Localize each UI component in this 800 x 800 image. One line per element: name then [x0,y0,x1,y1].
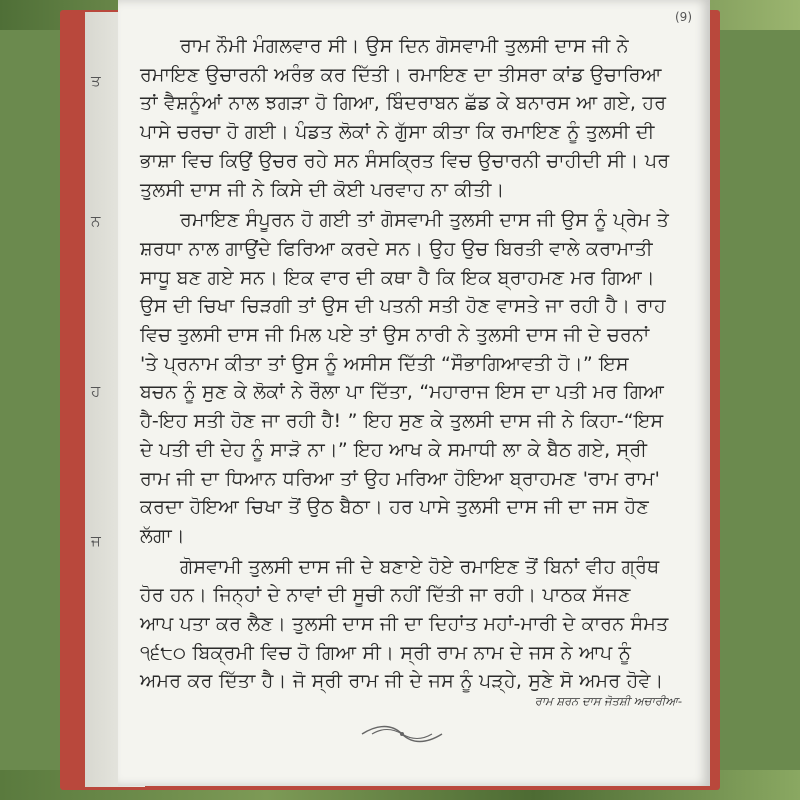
scroll-flourish-icon [358,722,446,746]
left-page-glyph: ਜ [91,532,101,550]
left-page-glyph: ਨ [91,212,101,230]
page-number: (9) [675,10,692,24]
author-signature: ਰਾਮ ਸ਼ਰਨ ਦਾਸ ਜੋਤਸ਼ੀ ਅਚਾਰੀਆ- [534,694,682,708]
left-page-glyph: ਹ [91,382,101,400]
page-body [140,32,670,698]
paragraph-3: ਗੋਸਵਾਮੀ ਤੁਲਸੀ ਦਾਸ ਜੀ ਦੇ ਬਣਾਏ ਹੋਏ ਰਮਾਇਣ ਤੋਂ ਬਿਨਾਂ ਵੀਹ ਗ੍ਰੰਥ ਹੋਰ ਹਨ। ਜਿਨ੍ਹਾਂ ਦੇ ਨਾਵਾਂ ਦੀ ਸੂਚੀ ਨਹੀਂ ਦਿੱਤੀ ਜਾ ਰਹੀ। ਪਾਠਕ ਸੱਜਣ ਆਪ ਪਤਾ ਕਰ ਲੈਣ। ਤੁਲਸੀ ਦਾਸ ਜੀ ਦਾ ਦਿਹਾਂਤ ਮਹਾਂ-ਮਾਰੀ ਦੇ ਕਾਰਨ ਸੰਮਤ ੧੬੮੦ ਬਿਕ੍ਰਮੀ ਵਿਚ ਹੋ ਗਿਆ ਸੀ। ਸ੍ਰੀ ਰਾਮ ਨਾਮ ਦੇ ਜਸ ਨੇ ਆਪ ਨੂੰ ਅਮਰ ਕਰ ਦਿੱਤਾ ਹੈ। ਜੋ ਸ੍ਰੀ ਰਾਮ ਜੀ ਦੇ ਜਸ ਨੂੰ ਪੜ੍ਹੇ, ਸੁਣੇ ਸੋ ਅਮਰ ਹੋਵੇ। [140,555,669,693]
paragraph-2: ਰਮਾਇਣ ਸੰਪੂਰਨ ਹੋ ਗਈ ਤਾਂ ਗੋਸਵਾਮੀ ਤੁਲਸੀ ਦਾਸ ਜੀ ਉਸ ਨੂੰ ਪ੍ਰੇਮ ਤੇ ਸ਼ਰਧਾ ਨਾਲ ਗਾਉਂਦੇ ਫਿਰਿਆ ਕਰਦੇ ਸਨ। ਉਹ ਉਚ ਬਿਰਤੀ ਵਾਲੇ ਕਰਾਮਾਤੀ ਸਾਧੂ ਬਣ ਗਏ ਸਨ। ਇਕ ਵਾਰ ਦੀ ਕਥਾ ਹੈ ਕਿ ਇਕ ਬ੍ਰਾਹਮਣ ਮਰ ਗਿਆ। ਉਸ ਦੀ ਚਿਖਾ ਚਿੜਗੀ ਤਾਂ ਉਸ ਦੀ ਪਤਨੀ ਸਤੀ ਹੋਣ ਵਾਸਤੇ ਜਾ ਰਹੀ ਹੈ। ਰਾਹ ਵਿਚ ਤੁਲਸੀ ਦਾਸ ਜੀ ਮਿਲ ਪਏ ਤਾਂ ਉਸ ਨਾਰੀ ਨੇ ਤੁਲਸੀ ਦਾਸ ਜੀ ਦੇ ਚਰਨਾਂ 'ਤੇ ਪ੍ਰਨਾਮ ਕੀਤਾ ਤਾਂ ਉਸ ਨੂੰ ਅਸੀਸ ਦਿੱਤੀ “ਸੌਭਾਗਿਆਵਤੀ ਹੋ।” ਇਸ ਬਚਨ ਨੂੰ ਸੁਣ ਕੇ ਲੋਕਾਂ ਨੇ ਰੌਲਾ ਪਾ ਦਿੱਤਾ, “ਮਹਾਰਾਜ ਇਸ ਦਾ ਪਤੀ ਮਰ ਗਿਆ ਹੈ-ਇਹ ਸਤੀ ਹੋਣ ਜਾ ਰਹੀ ਹੈ! ” ਇਹ ਸੁਣ ਕੇ ਤੁਲਸੀ ਦਾਸ ਜੀ ਨੇ ਕਿਹਾ-“ਇਸ ਦੇ ਪਤੀ ਦੀ ਦੇਹ ਨੂੰ ਸਾੜੋ ਨਾ।” ਇਹ ਆਖ ਕੇ ਸਮਾਧੀ ਲਾ ਕੇ ਬੈਠ ਗਏ, ਸ੍ਰੀ ਰਾਮ ਜੀ ਦਾ ਧਿਆਨ ਧਰਿਆ ਤਾਂ ਉਹ ਮਰਿਆ ਹੋਇਆ ਬ੍ਰਾਹਮਣ 'ਰਾਮ ਰਾਮ' ਕਰਦਾ ਹੋਇਆ ਚਿਖਾ ਤੋਂ ਉਠ ਬੈਠਾ। ਹਰ ਪਾਸੇ ਤੁਲਸੀ ਦਾਸ ਜੀ ਦਾ ਜਸ ਹੋਣ ਲੱਗਾ। [140,209,669,547]
paragraph-1: ਰਾਮ ਨੌਮੀ ਮੰਗਲਵਾਰ ਸੀ। ਉਸ ਦਿਨ ਗੋਸਵਾਮੀ ਤੁਲਸੀ ਦਾਸ ਜੀ ਨੇ ਰਮਾਇਣ ਉਚਾਰਨੀ ਅਰੰਭ ਕਰ ਦਿੱਤੀ। ਰਮਾਇਣ ਦਾ ਤੀਸਰਾ ਕਾਂਡ ਉਚਾਰਿਆ ਤਾਂ ਵੈਸ਼ਨੂੰਆਂ ਨਾਲ ਝਗੜਾ ਹੋ ਗਿਆ, ਬਿੰਦਰਾਬਨ ਛੱਡ ਕੇ ਬਨਾਰਸ ਆ ਗਏ, ਹਰ ਪਾਸੇ ਚਰਚਾ ਹੋ ਗਈ। ਪੰਡਤ ਲੋਕਾਂ ਨੇ ਗੁੱਸਾ ਕੀਤਾ ਕਿ ਰਮਾਇਣ ਨੂੰ ਤੁਲਸੀ ਦੀ ਭਾਸ਼ਾ ਵਿਚ ਕਿਉਂ ਉਚਰ ਰਹੇ ਸਨ ਸੰਸਕ੍ਰਿਤ ਵਿਚ ਉਚਾਰਨੀ ਚਾਹੀਦੀ ਸੀ। ਪਰ ਤੁਲਸੀ ਦਾਸ ਜੀ ਨੇ ਕਿਸੇ ਦੀ ਕੋਈ ਪਰਵਾਹ ਨਾ ਕੀਤੀ। [140,35,670,201]
left-page-glyph: ਤ [91,72,101,90]
book-page [118,0,710,786]
